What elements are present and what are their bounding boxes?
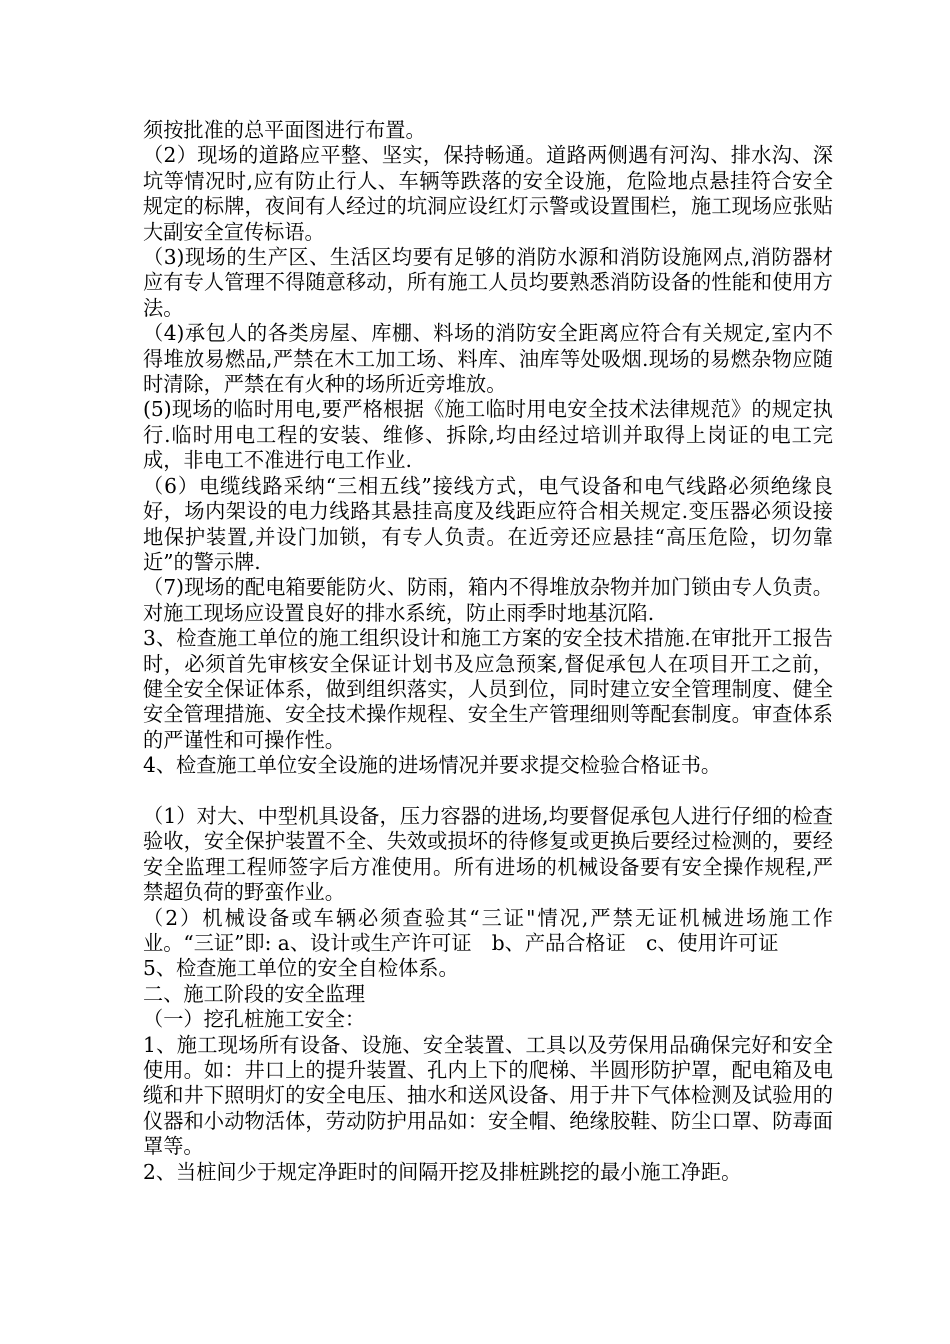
paragraph: 5、检查施工单位的安全自检体系。	[143, 956, 459, 981]
paragraph: （4)承包人的各类房屋、库棚、料场的消防安全距离应符合有关规定,室内不得堆放易燃品,严禁在木工加工场、料库、油库等处吸烟.现场的易燃杂物应随时清除，严禁在有火种的场所近旁堆放。	[143, 321, 833, 397]
paragraph: 1、施工现场所有设备、设施、安全装置、工具以及劳保用品确保完好和安全使用。如：井口上的提升装置、孔内上下的爬梯、半圆形防护罩，配电箱及电缆和井下照明灯的安全电压、抽水和送风设备、用于井下气体检测及试验用的仪器和小动物活体，劳动防护用品如：安全帽、绝缘胶鞋、防尘口罩、防毒面罩等。	[143, 1032, 833, 1159]
subsection-heading: （一）挖孔桩施工安全：	[143, 1007, 366, 1032]
section-heading: 二、施工阶段的安全监理	[143, 981, 366, 1006]
paragraph: （6）电缆线路采纳“三相五线”接线方式，电气设备和电气线路必须绝缘良好，场内架设的电力线路其悬挂高度及线距应符合相关规定.变压器必须设接地保护装置,并设门加锁，有专人负责。在近旁还应悬挂“高压危险，切勿靠近”的警示牌.	[143, 473, 833, 574]
blank-line	[143, 779, 833, 804]
paragraph: 3、检查施工单位的施工组织设计和施工方案的安全技术措施.在审批开工报告时，必须首先审核安全保证计划书及应急预案,督促承包人在项目开工之前，健全安全保证体系，做到组织落实，人员到位，同时建立安全管理制度、健全安全管理措施、安全技术操作规程、安全生产管理细则等配套制度。审查体系的严谨性和可操作性。	[143, 626, 833, 752]
paragraph: （2）机械设备或车辆必须查验其“三证"情况,严禁无证机械进场施工作业。“三证”即: a、设计或生产许可证 b、产品合格证 c、使用许可证	[143, 905, 833, 955]
paragraph: 须按批准的总平面图进行布置。	[143, 118, 426, 142]
paragraph: （3)现场的生产区、生活区均要有足够的消防水源和消防设施网点,消防器材应有专人管理不得随意移动，所有施工人员均要熟悉消防设备的性能和使用方法。	[143, 245, 833, 320]
paragraph: （2）现场的道路应平整、坚实，保持畅通。道路两侧遇有河沟、排水沟、深坑等情况时,应有防止行人、车辆等跌落的安全设施，危险地点悬挂符合安全规定的标牌，夜间有人经过的坑洞应设红灯示警或设置围栏，施工现场应张贴大副安全宣传标语。	[143, 143, 833, 244]
document-page	[143, 118, 833, 1185]
paragraph: 2、当桩间少于规定净距时的间隔开挖及排桩跳挖的最小施工净距。	[143, 1159, 742, 1184]
paragraph: 4、检查施工单位安全设施的进场情况并要求提交检验合格证书。	[143, 753, 722, 778]
paragraph: (5)现场的临时用电,要严格根据《施工临时用电安全技术法律规范》的规定执行.临时用电工程的安装、维修、拆除,均由经过培训并取得上岗证的电工完成，非电工不准进行电工作业.	[143, 397, 833, 473]
paragraph: （7)现场的配电箱要能防火、防雨，箱内不得堆放杂物并加门锁由专人负责。对施工现场应设置良好的排水系统，防止雨季时地基沉陷.	[143, 575, 833, 625]
paragraph: （1）对大、中型机具设备，压力容器的进场,均要督促承包人进行仔细的检查验收，安全保护装置不全、失效或损坏的待修复或更换后要经过检测的，要经安全监理工程师签字后方准使用。所有进场的机械设备要有安全操作规程,严禁超负荷的野蛮作业。	[143, 803, 833, 905]
